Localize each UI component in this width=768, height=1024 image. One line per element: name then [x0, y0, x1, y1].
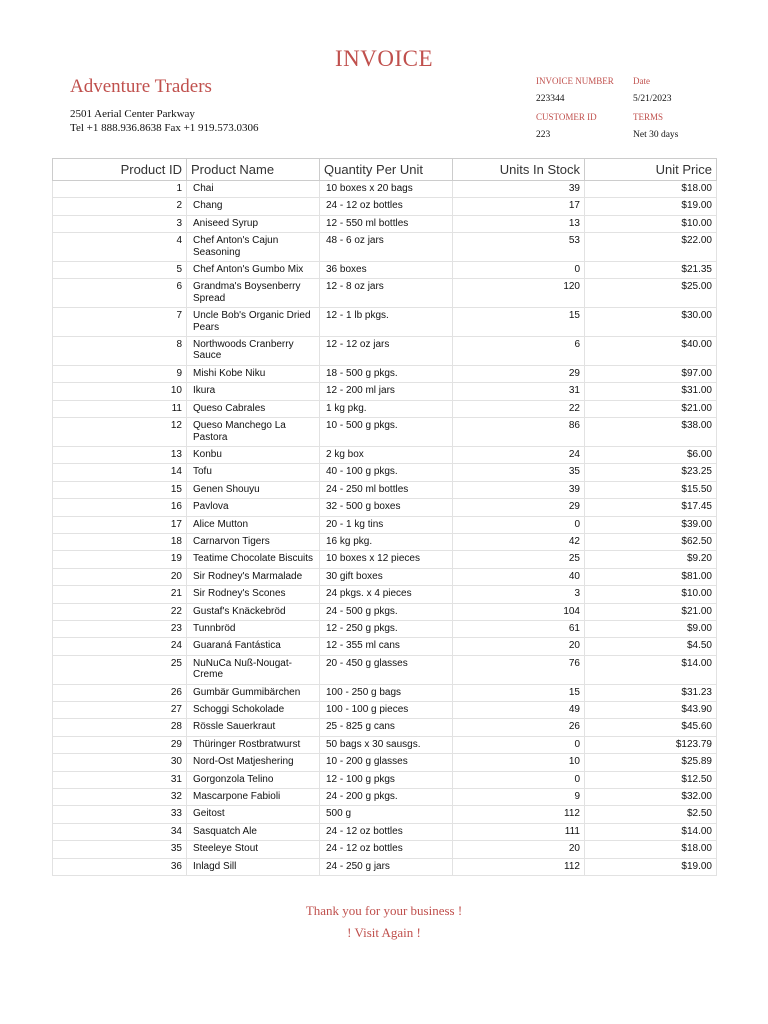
cell-units-in-stock: 0: [453, 736, 585, 753]
cell-quantity-per-unit: 12 - 355 ml cans: [320, 638, 453, 655]
cell-quantity-per-unit: 10 boxes x 20 bags: [320, 181, 453, 198]
cell-product-name: Aniseed Syrup: [187, 215, 320, 232]
cell-product-id: 32: [53, 789, 187, 806]
cell-unit-price: $9.20: [585, 551, 717, 568]
cell-quantity-per-unit: 10 - 500 g pkgs.: [320, 418, 453, 447]
table-row: [53, 383, 717, 400]
cell-unit-price: $23.25: [585, 464, 717, 481]
cell-units-in-stock: 20: [453, 841, 585, 858]
col-header-unit-price: Unit Price: [585, 159, 717, 181]
cell-quantity-per-unit: 100 - 250 g bags: [320, 684, 453, 701]
table-row: [53, 516, 717, 533]
cell-units-in-stock: 0: [453, 262, 585, 279]
cell-product-id: 4: [53, 233, 187, 262]
cell-quantity-per-unit: 24 - 250 g jars: [320, 858, 453, 875]
cell-quantity-per-unit: 12 - 550 ml bottles: [320, 215, 453, 232]
cell-quantity-per-unit: 48 - 6 oz jars: [320, 233, 453, 262]
cell-product-name: Tofu: [187, 464, 320, 481]
cell-units-in-stock: 112: [453, 858, 585, 875]
cell-product-id: 9: [53, 365, 187, 382]
table-row: [53, 789, 717, 806]
company-address: 2501 Aerial Center Parkway: [70, 108, 195, 120]
cell-quantity-per-unit: 25 - 825 g cans: [320, 719, 453, 736]
cell-unit-price: $19.00: [585, 858, 717, 875]
cell-units-in-stock: 39: [453, 181, 585, 198]
cell-unit-price: $25.00: [585, 279, 717, 308]
cell-product-name: Gumbär Gummibärchen: [187, 684, 320, 701]
cell-unit-price: $97.00: [585, 365, 717, 382]
cell-quantity-per-unit: 12 - 100 g pkgs: [320, 771, 453, 788]
cell-product-name: Chef Anton's Gumbo Mix: [187, 262, 320, 279]
table-row: [53, 233, 717, 262]
cell-product-id: 31: [53, 771, 187, 788]
cell-product-id: 29: [53, 736, 187, 753]
cell-units-in-stock: 25: [453, 551, 585, 568]
cell-units-in-stock: 26: [453, 719, 585, 736]
cell-product-name: Chai: [187, 181, 320, 198]
cell-product-name: Sir Rodney's Marmalade: [187, 568, 320, 585]
cell-product-name: Schoggi Schokolade: [187, 702, 320, 719]
cell-units-in-stock: 53: [453, 233, 585, 262]
cell-unit-price: $31.23: [585, 684, 717, 701]
cell-units-in-stock: 0: [453, 771, 585, 788]
cell-product-name: Inlagd Sill: [187, 858, 320, 875]
cell-units-in-stock: 10: [453, 754, 585, 771]
invoice-title: INVOICE: [334, 46, 434, 71]
cell-product-name: Queso Cabrales: [187, 400, 320, 417]
table-row: [53, 337, 717, 366]
cell-units-in-stock: 9: [453, 789, 585, 806]
cell-unit-price: $10.00: [585, 586, 717, 603]
cell-product-name: Sir Rodney's Scones: [187, 586, 320, 603]
table-row: [53, 841, 717, 858]
cell-product-name: Alice Mutton: [187, 516, 320, 533]
cell-product-id: 19: [53, 551, 187, 568]
col-header-quantity-per-unit: Quantity Per Unit: [320, 159, 453, 181]
table-header-row: [53, 159, 717, 181]
table-row: [53, 702, 717, 719]
cell-quantity-per-unit: 12 - 12 oz jars: [320, 337, 453, 366]
cell-quantity-per-unit: 24 - 500 g pkgs.: [320, 603, 453, 620]
cell-product-id: 34: [53, 823, 187, 840]
cell-units-in-stock: 42: [453, 533, 585, 550]
cell-product-id: 12: [53, 418, 187, 447]
cell-unit-price: $81.00: [585, 568, 717, 585]
cell-product-id: 17: [53, 516, 187, 533]
cell-product-id: 3: [53, 215, 187, 232]
cell-product-name: Gustaf's Knäckebröd: [187, 603, 320, 620]
cell-unit-price: $32.00: [585, 789, 717, 806]
cell-product-id: 18: [53, 533, 187, 550]
cell-product-name: Mishi Kobe Niku: [187, 365, 320, 382]
cell-unit-price: $22.00: [585, 233, 717, 262]
cell-product-id: 22: [53, 603, 187, 620]
cell-product-name: Sasquatch Ale: [187, 823, 320, 840]
cell-product-id: 23: [53, 620, 187, 637]
table-row: [53, 181, 717, 198]
table-row: [53, 198, 717, 215]
cell-product-id: 35: [53, 841, 187, 858]
cell-product-id: 8: [53, 337, 187, 366]
cell-units-in-stock: 76: [453, 655, 585, 684]
cell-unit-price: $19.00: [585, 198, 717, 215]
table-row: [53, 365, 717, 382]
cell-product-name: Uncle Bob's Organic Dried Pears: [187, 308, 320, 337]
table-row: [53, 215, 717, 232]
cell-units-in-stock: 40: [453, 568, 585, 585]
cell-units-in-stock: 49: [453, 702, 585, 719]
table-row: [53, 719, 717, 736]
cell-unit-price: $39.00: [585, 516, 717, 533]
cell-unit-price: $17.45: [585, 499, 717, 516]
cell-product-id: 13: [53, 446, 187, 463]
cell-units-in-stock: 86: [453, 418, 585, 447]
cell-units-in-stock: 13: [453, 215, 585, 232]
table-row: [53, 638, 717, 655]
cell-product-id: 11: [53, 400, 187, 417]
cell-unit-price: $21.00: [585, 400, 717, 417]
table-row: [53, 499, 717, 516]
cell-product-id: 30: [53, 754, 187, 771]
table-row: [53, 620, 717, 637]
cell-quantity-per-unit: 24 - 200 g pkgs.: [320, 789, 453, 806]
cell-quantity-per-unit: 20 - 1 kg tins: [320, 516, 453, 533]
cell-unit-price: $6.00: [585, 446, 717, 463]
cell-product-id: 16: [53, 499, 187, 516]
customer-id-label: CUSTOMER ID: [536, 112, 597, 122]
cell-unit-price: $40.00: [585, 337, 717, 366]
cell-quantity-per-unit: 24 - 12 oz bottles: [320, 841, 453, 858]
thank-you-message: Thank you for your business !: [305, 903, 463, 918]
cell-product-id: 14: [53, 464, 187, 481]
cell-product-id: 26: [53, 684, 187, 701]
cell-product-id: 21: [53, 586, 187, 603]
cell-product-name: Pavlova: [187, 499, 320, 516]
cell-product-id: 6: [53, 279, 187, 308]
table-row: [53, 568, 717, 585]
cell-unit-price: $30.00: [585, 308, 717, 337]
cell-units-in-stock: 112: [453, 806, 585, 823]
cell-quantity-per-unit: 24 - 12 oz bottles: [320, 823, 453, 840]
product-table: [52, 158, 717, 876]
cell-units-in-stock: 3: [453, 586, 585, 603]
cell-quantity-per-unit: 24 pkgs. x 4 pieces: [320, 586, 453, 603]
cell-product-name: Grandma's Boysenberry Spread: [187, 279, 320, 308]
cell-product-name: Konbu: [187, 446, 320, 463]
cell-product-name: NuNuCa Nuß-Nougat-Creme: [187, 655, 320, 684]
cell-product-id: 25: [53, 655, 187, 684]
cell-quantity-per-unit: 36 boxes: [320, 262, 453, 279]
cell-product-name: Geitost: [187, 806, 320, 823]
table-row: [53, 823, 717, 840]
table-row: [53, 262, 717, 279]
table-row: [53, 736, 717, 753]
cell-unit-price: $45.60: [585, 719, 717, 736]
col-header-product-name: Product Name: [187, 159, 320, 181]
cell-units-in-stock: 17: [453, 198, 585, 215]
cell-product-id: 20: [53, 568, 187, 585]
table-row: [53, 771, 717, 788]
cell-unit-price: $4.50: [585, 638, 717, 655]
cell-product-name: Rössle Sauerkraut: [187, 719, 320, 736]
cell-quantity-per-unit: 2 kg box: [320, 446, 453, 463]
cell-quantity-per-unit: 40 - 100 g pkgs.: [320, 464, 453, 481]
cell-product-name: Carnarvon Tigers: [187, 533, 320, 550]
cell-product-name: Genen Shouyu: [187, 481, 320, 498]
cell-quantity-per-unit: 1 kg pkg.: [320, 400, 453, 417]
cell-units-in-stock: 22: [453, 400, 585, 417]
cell-product-id: 7: [53, 308, 187, 337]
table-row: [53, 481, 717, 498]
cell-product-name: Chef Anton's Cajun Seasoning: [187, 233, 320, 262]
cell-unit-price: $21.35: [585, 262, 717, 279]
cell-quantity-per-unit: 24 - 250 ml bottles: [320, 481, 453, 498]
cell-unit-price: $15.50: [585, 481, 717, 498]
company-phone-fax: Tel +1 888.936.8638 Fax +1 919.573.0306: [70, 122, 259, 134]
cell-quantity-per-unit: 24 - 12 oz bottles: [320, 198, 453, 215]
cell-quantity-per-unit: 12 - 250 g pkgs.: [320, 620, 453, 637]
cell-unit-price: $18.00: [585, 181, 717, 198]
cell-unit-price: $14.00: [585, 655, 717, 684]
cell-quantity-per-unit: 16 kg pkg.: [320, 533, 453, 550]
cell-quantity-per-unit: 100 - 100 g pieces: [320, 702, 453, 719]
cell-units-in-stock: 29: [453, 365, 585, 382]
cell-unit-price: $25.89: [585, 754, 717, 771]
table-row: [53, 464, 717, 481]
table-row: [53, 418, 717, 447]
table-row: [53, 603, 717, 620]
cell-product-id: 28: [53, 719, 187, 736]
cell-unit-price: $31.00: [585, 383, 717, 400]
cell-product-name: Mascarpone Fabioli: [187, 789, 320, 806]
cell-quantity-per-unit: 12 - 200 ml jars: [320, 383, 453, 400]
cell-product-name: Steeleye Stout: [187, 841, 320, 858]
cell-units-in-stock: 6: [453, 337, 585, 366]
invoice-number-label: INVOICE NUMBER: [536, 76, 614, 86]
cell-product-name: Chang: [187, 198, 320, 215]
cell-unit-price: $14.00: [585, 823, 717, 840]
terms-value: Net 30 days: [633, 130, 679, 140]
company-address-block: [70, 107, 259, 135]
cell-units-in-stock: 15: [453, 308, 585, 337]
cell-product-name: Thüringer Rostbratwurst: [187, 736, 320, 753]
cell-quantity-per-unit: 30 gift boxes: [320, 568, 453, 585]
cell-units-in-stock: 0: [453, 516, 585, 533]
cell-quantity-per-unit: 18 - 500 g pkgs.: [320, 365, 453, 382]
cell-quantity-per-unit: 10 boxes x 12 pieces: [320, 551, 453, 568]
cell-product-name: Queso Manchego La Pastora: [187, 418, 320, 447]
terms-label: TERMS: [633, 112, 664, 122]
cell-product-id: 27: [53, 702, 187, 719]
cell-product-id: 24: [53, 638, 187, 655]
cell-product-id: 1: [53, 181, 187, 198]
cell-product-id: 15: [53, 481, 187, 498]
cell-unit-price: $12.50: [585, 771, 717, 788]
cell-quantity-per-unit: 12 - 8 oz jars: [320, 279, 453, 308]
cell-units-in-stock: 61: [453, 620, 585, 637]
company-name: Adventure Traders: [70, 76, 212, 97]
table-row: [53, 806, 717, 823]
customer-id-value: 223: [536, 130, 551, 140]
table-row: [53, 858, 717, 875]
table-row: [53, 533, 717, 550]
cell-product-name: Ikura: [187, 383, 320, 400]
cell-quantity-per-unit: 32 - 500 g boxes: [320, 499, 453, 516]
table-row: [53, 551, 717, 568]
cell-units-in-stock: 24: [453, 446, 585, 463]
col-header-product-id: Product ID: [53, 159, 187, 181]
cell-product-name: Teatime Chocolate Biscuits: [187, 551, 320, 568]
cell-units-in-stock: 120: [453, 279, 585, 308]
cell-product-name: Tunnbröd: [187, 620, 320, 637]
cell-product-name: Gorgonzola Telino: [187, 771, 320, 788]
cell-units-in-stock: 15: [453, 684, 585, 701]
cell-units-in-stock: 111: [453, 823, 585, 840]
table-row: [53, 308, 717, 337]
cell-unit-price: $62.50: [585, 533, 717, 550]
visit-again-message: ! Visit Again !: [347, 925, 421, 940]
cell-quantity-per-unit: 50 bags x 30 sausgs.: [320, 736, 453, 753]
cell-unit-price: $9.00: [585, 620, 717, 637]
cell-product-id: 33: [53, 806, 187, 823]
table-row: [53, 279, 717, 308]
cell-unit-price: $38.00: [585, 418, 717, 447]
table-row: [53, 446, 717, 463]
cell-unit-price: $123.79: [585, 736, 717, 753]
table-row: [53, 655, 717, 684]
cell-product-name: Nord-Ost Matjeshering: [187, 754, 320, 771]
date-label: Date: [633, 76, 650, 86]
table-row: [53, 400, 717, 417]
cell-units-in-stock: 20: [453, 638, 585, 655]
cell-product-id: 2: [53, 198, 187, 215]
cell-unit-price: $2.50: [585, 806, 717, 823]
cell-units-in-stock: 31: [453, 383, 585, 400]
invoice-number-value: 223344: [536, 94, 565, 104]
table-row: [53, 754, 717, 771]
cell-units-in-stock: 39: [453, 481, 585, 498]
cell-product-name: Guaraná Fantástica: [187, 638, 320, 655]
cell-quantity-per-unit: 500 g: [320, 806, 453, 823]
table-row: [53, 684, 717, 701]
cell-units-in-stock: 104: [453, 603, 585, 620]
cell-product-id: 5: [53, 262, 187, 279]
date-value: 5/21/2023: [633, 94, 672, 104]
cell-product-name: Northwoods Cranberry Sauce: [187, 337, 320, 366]
cell-quantity-per-unit: 20 - 450 g glasses: [320, 655, 453, 684]
cell-units-in-stock: 29: [453, 499, 585, 516]
cell-product-id: 10: [53, 383, 187, 400]
table-body: [53, 181, 717, 876]
cell-quantity-per-unit: 10 - 200 g glasses: [320, 754, 453, 771]
col-header-units-in-stock: Units In Stock: [453, 159, 585, 181]
table-row: [53, 586, 717, 603]
cell-unit-price: $10.00: [585, 215, 717, 232]
cell-unit-price: $43.90: [585, 702, 717, 719]
cell-unit-price: $21.00: [585, 603, 717, 620]
cell-product-id: 36: [53, 858, 187, 875]
cell-units-in-stock: 35: [453, 464, 585, 481]
cell-quantity-per-unit: 12 - 1 lb pkgs.: [320, 308, 453, 337]
cell-unit-price: $18.00: [585, 841, 717, 858]
